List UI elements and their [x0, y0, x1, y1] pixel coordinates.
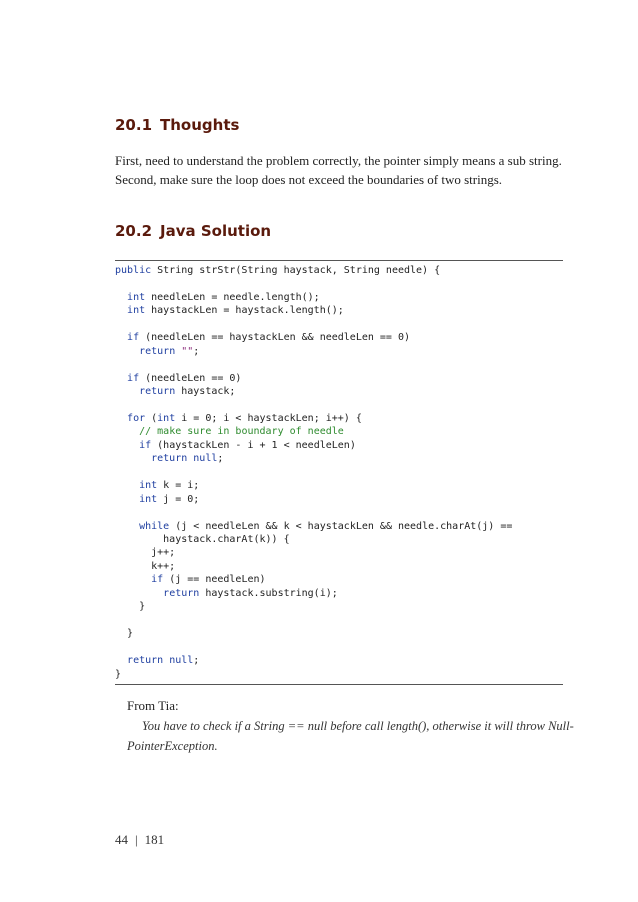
section-heading-java-solution: [115, 222, 271, 240]
code-line: haystack.charAt(k)) {: [115, 534, 290, 545]
code-line: return haystack.substring(i);: [163, 587, 338, 599]
code-line: }: [115, 668, 122, 680]
code-line: public String strStr(String haystack, String needle) {: [115, 265, 441, 276]
section-title: Java Solution: [160, 222, 272, 240]
page-separator: |: [135, 832, 138, 847]
paragraph-line: Second, make sure the loop does not exceed the boundaries of two strings.: [115, 172, 503, 187]
section-heading-thoughts: [115, 116, 239, 134]
paragraph-line: First, need to understand the problem correctly, the pointer simply means a sub string.: [115, 153, 562, 168]
code-line: return haystack;: [139, 386, 236, 398]
code-line: while (j < needleLen && k < haystackLen && needle.charAt(j) ==: [139, 520, 513, 532]
code-line: j++;: [115, 547, 176, 559]
code-line: return null;: [127, 655, 200, 667]
code-line: if (needleLen == haystackLen && needleLen == 0): [127, 332, 411, 344]
code-top-rule: [115, 260, 563, 261]
page-number: [115, 832, 164, 848]
code-line: }: [115, 601, 146, 613]
comment-text: [127, 716, 574, 756]
code-line: int haystackLen = haystack.length();: [127, 305, 344, 317]
page-current: 44: [115, 832, 128, 847]
comment-author: From Tia:: [127, 698, 179, 713]
code-line: int needleLen = needle.length();: [127, 291, 320, 303]
code-line: if (needleLen == 0): [127, 372, 242, 384]
code-line: }: [115, 628, 134, 640]
comment-line: You have to check if a String == null before call length(), otherwise it will throw Null-: [142, 719, 574, 733]
code-bottom-rule: [115, 684, 563, 685]
code-line: return null;: [151, 453, 224, 465]
code-line: // make sure in boundary of needle: [139, 426, 344, 438]
section-number: 20.2: [115, 222, 153, 240]
comment-line: PointerException.: [127, 739, 218, 753]
code-line: if (haystackLen - i + 1 < needleLen): [139, 439, 356, 451]
code-line: int j = 0;: [139, 493, 200, 505]
thoughts-paragraph: [115, 151, 565, 189]
code-line: for (int i = 0; i < haystackLen; i++) {: [127, 412, 362, 424]
section-title: Thoughts: [160, 116, 240, 134]
section-number: 20.1: [115, 116, 153, 134]
code-line: return "";: [139, 345, 200, 357]
page-total: 181: [144, 832, 165, 847]
code-line: k++;: [115, 560, 176, 572]
code-line: int k = i;: [139, 480, 200, 492]
code-line: if (j == needleLen): [151, 574, 266, 586]
